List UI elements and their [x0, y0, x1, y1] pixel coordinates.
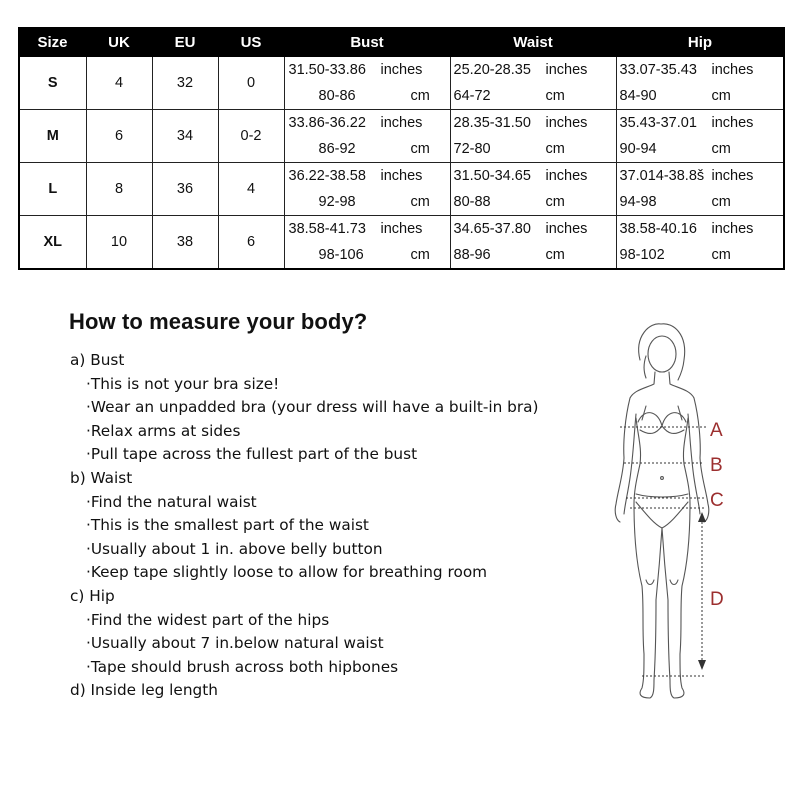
inches-unit: inches — [380, 62, 423, 78]
section-heading: d) Inside leg length — [70, 681, 218, 700]
bust-inches-value: 38.58-41.73 — [288, 221, 366, 237]
waist-cell — [450, 216, 616, 270]
header-size: Size — [19, 28, 86, 56]
hip-inches-value: 33.07-35.43 — [619, 62, 697, 78]
bust-cell — [284, 216, 450, 270]
marker-d: D — [710, 589, 724, 610]
size-chart-table — [18, 27, 785, 270]
waist-cm-value: 88-96 — [453, 247, 491, 263]
section-heading: c) Hip — [70, 586, 115, 605]
eu-cell: 36 — [152, 163, 218, 216]
waist-inches-value: 28.35-31.50 — [453, 115, 531, 131]
hip-cell — [616, 56, 784, 110]
inches-unit: inches — [545, 115, 588, 131]
waist-cell — [450, 110, 616, 163]
hip-cm-value: 84-90 — [619, 88, 657, 104]
bust-cell — [284, 110, 450, 163]
list-item: ·Pull tape across the fullest part of the bust — [86, 445, 418, 464]
measuring-instructions — [70, 349, 539, 703]
marker-c: C — [710, 490, 724, 511]
size-cell: S — [19, 56, 86, 110]
bust-cm-value: 92-98 — [318, 194, 356, 210]
size-cell: L — [19, 163, 86, 216]
header-us: US — [218, 28, 284, 56]
header-hip: Hip — [616, 28, 784, 56]
bust-cm-value: 80-86 — [318, 88, 356, 104]
us-cell: 6 — [218, 216, 284, 270]
table-row — [19, 163, 784, 216]
cm-unit: cm — [711, 247, 731, 263]
table-row — [19, 216, 784, 270]
body-measurement-figure — [600, 318, 740, 708]
size-cell: XL — [19, 216, 86, 270]
hip-inches-value: 37.014-38.8š — [619, 168, 705, 184]
inches-unit: inches — [380, 115, 423, 131]
cm-unit: cm — [711, 194, 731, 210]
cm-unit: cm — [545, 141, 565, 157]
marker-a: A — [710, 420, 723, 441]
size-cell: M — [19, 110, 86, 163]
section-heading: b) Waist — [70, 468, 133, 487]
bust-inches-value: 31.50-33.86 — [288, 62, 366, 78]
list-item: ·Relax arms at sides — [86, 421, 241, 440]
inches-unit: inches — [545, 168, 588, 184]
body-outline — [615, 324, 709, 698]
cm-unit: cm — [545, 247, 565, 263]
header-waist: Waist — [450, 28, 616, 56]
inches-unit: inches — [711, 115, 754, 131]
us-cell: 4 — [218, 163, 284, 216]
list-item: ·Find the natural waist — [86, 492, 257, 511]
uk-cell: 8 — [86, 163, 152, 216]
cm-unit: cm — [410, 141, 430, 157]
measurement-guides — [620, 427, 706, 676]
bust-cell — [284, 56, 450, 110]
section-heading: a) Bust — [70, 351, 125, 369]
hip-cm-value: 90-94 — [619, 141, 657, 157]
waist-cell — [450, 163, 616, 216]
cm-unit: cm — [711, 141, 731, 157]
uk-cell: 6 — [86, 110, 152, 163]
hip-cm-value: 98-102 — [619, 247, 665, 263]
cm-unit: cm — [711, 88, 731, 104]
header-bust: Bust — [284, 28, 450, 56]
waist-inches-value: 34.65-37.80 — [453, 221, 531, 237]
eu-cell: 32 — [152, 56, 218, 110]
hip-cell — [616, 216, 784, 270]
list-item: ·Tape should brush across both hipbones — [86, 657, 399, 676]
bust-inches-value: 36.22-38.58 — [288, 168, 366, 184]
list-item: ·This is the smallest part of the waist — [86, 516, 369, 535]
inches-unit: inches — [545, 62, 588, 78]
waist-cm-value: 64-72 — [453, 88, 491, 104]
hip-cell — [616, 110, 784, 163]
hip-cell — [616, 163, 784, 216]
bust-cm-value: 86-92 — [318, 141, 356, 157]
cm-unit: cm — [410, 247, 430, 263]
list-item: ·Find the widest part of the hips — [86, 610, 330, 629]
table-row — [19, 56, 784, 110]
list-item: ·Usually about 1 in. above belly button — [86, 539, 383, 558]
inches-unit: inches — [711, 62, 754, 78]
table-row — [19, 110, 784, 163]
list-item: ·Usually about 7 in.below natural waist — [86, 634, 384, 653]
waist-cm-value: 72-80 — [453, 141, 491, 157]
cm-unit: cm — [410, 88, 430, 104]
uk-cell: 4 — [86, 56, 152, 110]
guide-title: How to measure your body? — [69, 309, 368, 334]
list-item: ·Wear an unpadded bra (your dress will have a built-in bra) — [86, 398, 539, 417]
eu-cell: 34 — [152, 110, 218, 163]
hip-inches-value: 38.58-40.16 — [619, 221, 697, 237]
table-header-row — [19, 28, 784, 56]
us-cell: 0 — [218, 56, 284, 110]
list-item: ·Keep tape slightly loose to allow for breathing room — [86, 563, 488, 582]
cm-unit: cm — [410, 194, 430, 210]
bust-inches-value: 33.86-36.22 — [288, 115, 366, 131]
header-eu: EU — [152, 28, 218, 56]
us-cell: 0-2 — [218, 110, 284, 163]
marker-b: B — [710, 455, 723, 476]
list-item: ·This is not your bra size! — [86, 374, 280, 393]
eu-cell: 38 — [152, 216, 218, 270]
hip-inches-value: 35.43-37.01 — [619, 115, 697, 131]
inches-unit: inches — [711, 168, 754, 184]
cm-unit: cm — [545, 194, 565, 210]
inches-unit: inches — [380, 221, 423, 237]
bust-cell — [284, 163, 450, 216]
inches-unit: inches — [380, 168, 423, 184]
header-uk: UK — [86, 28, 152, 56]
waist-cm-value: 80-88 — [453, 194, 491, 210]
waist-inches-value: 31.50-34.65 — [453, 168, 531, 184]
hip-cm-value: 94-98 — [619, 194, 657, 210]
inches-unit: inches — [545, 221, 588, 237]
cm-unit: cm — [545, 88, 565, 104]
waist-cell — [450, 56, 616, 110]
inches-unit: inches — [711, 221, 754, 237]
uk-cell: 10 — [86, 216, 152, 270]
bust-cm-value: 98-106 — [318, 247, 364, 263]
waist-inches-value: 25.20-28.35 — [453, 62, 531, 78]
